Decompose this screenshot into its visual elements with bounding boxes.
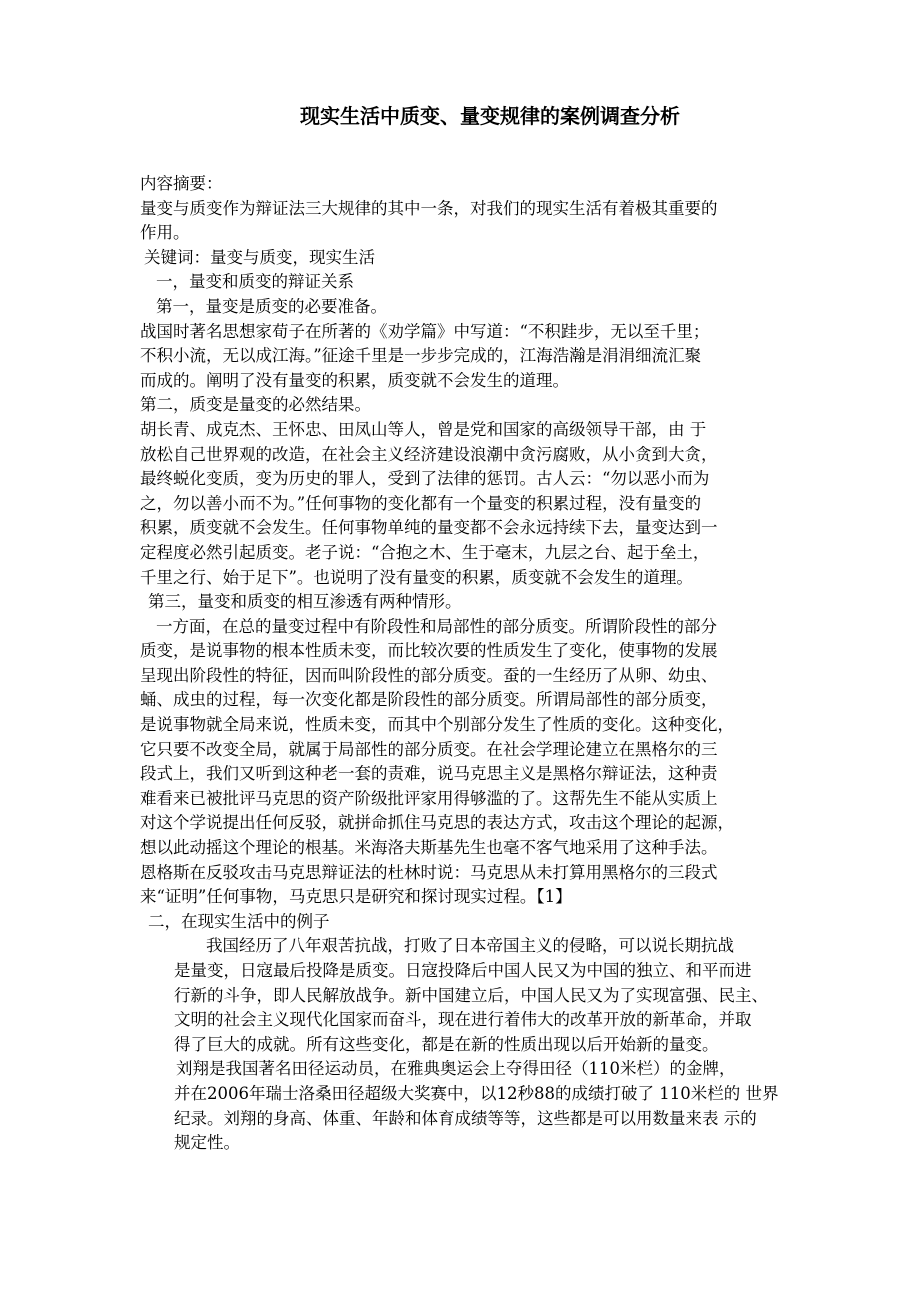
paragraph-line: 是量变，日寇最后投降是质变。日寇投降后中国人民又为中国的独立、和平而进	[174, 961, 752, 980]
paragraph-line: 放松自己世界观的改造，在社会主义经济建设浪潮中贪污腐败，从小贪到大贪，	[140, 444, 718, 464]
subheading-second: 第二，质变是量变的必然结果。	[140, 395, 371, 415]
paragraph-line: 最终蜕化变质，变为历史的罪人，受到了法律的惩罚。古人云：“勿以恶小而为	[140, 469, 710, 489]
paragraph-line: 恩格斯在反驳攻击马克思辩证法的杜林时说：马克思从未打算用黑格尔的三段式	[140, 862, 718, 882]
paragraph-line: 来“证明”任何事物，马克思只是研究和探讨现实过程。【1】	[140, 887, 572, 907]
subheading-first: 第一，量变是质变的必要准备。	[156, 296, 387, 316]
document-title: 现实生活中质变、量变规律的案例调查分析	[300, 104, 680, 128]
paragraph-line: 它只要不改变全局，就属于局部性的部分质变。在社会学理论建立在黑格尔的三	[140, 739, 718, 759]
paragraph-line: 质变，是说事物的根本性质未变，而比较次要的性质发生了变化，使事物的发展	[140, 641, 718, 661]
paragraph-line: 一方面，在总的量变过程中有阶段性和局部性的部分质变。所谓阶段性的部分	[156, 616, 717, 636]
paragraph-line: 定程度必然引起质变。老子说：“合抱之木、生于毫末，九层之台、起于垒土，	[140, 542, 710, 562]
paragraph-line: 对这个学说提出任何反驳，就拼命抓住马克思的表达方式，攻击这个理论的起源，	[140, 813, 734, 833]
paragraph-line: 难看来已被批评马克思的资产阶级批评家用得够滥的了。这帮先生不能从实质上	[140, 788, 718, 808]
paragraph-line: 不积小流，无以成江海。”征途千里是一步步完成的，江海浩瀚是涓涓细流汇聚	[140, 346, 702, 366]
paragraph-line: 并在2006年瑞士洛桑田径超级大奖赛中，以12秒88的成绩打破了 110米栏的 世界	[174, 1083, 779, 1103]
paragraph-line: 行新的斗争，即人民解放战争。新中国建立后，中国人民又为了实现富强、民主、	[174, 985, 768, 1005]
paragraph-line: 积累，质变就不会发生。任何事物单纯的量变都不会永远持续下去，量变达到一	[140, 518, 718, 538]
paragraph-line: 纪录。刘翔的身高、体重、年龄和体育成绩等等，这些都是可以用数量来表 示的	[174, 1108, 757, 1128]
paragraph-line: 蛹、成虫的过程，每一次变化都是阶段性的部分质变。所谓局部性的部分质变，	[140, 690, 718, 710]
paragraph-line: 而成的。阐明了没有量变的积累，质变就不会发生的道理。	[140, 370, 569, 390]
paragraph-line: 是说事物就全局来说，性质未变，而其中个别部分发生了性质的变化。这种变化，	[140, 715, 734, 735]
paragraph-line: 千里之行、始于足下”。也说明了没有量变的积累，质变就不会发生的道理。	[140, 567, 693, 587]
section-heading-1: 一，量变和质变的辩证关系	[156, 272, 354, 292]
paragraph-line: 胡长青、成克杰、王怀忠、田凤山等人，曾是党和国家的高级领导干部，由 于	[140, 419, 707, 439]
paragraph-line: 段式上，我们又听到这种老一套的责难，说马克思主义是黑格尔辩证法，这种责	[140, 764, 718, 784]
paragraph-line: 得了巨大的成就。所有这些变化，都是在新的性质出现以后开始新的量变。	[174, 1034, 719, 1054]
paragraph-line: 呈现出阶段性的特征，因而叫阶段性的部分质变。蚕的一生经历了从卵、幼虫、	[140, 665, 718, 685]
paragraph-line: 我国经历了八年艰苦抗战，打败了日本帝国主义的侵略，可以说长期抗战	[206, 936, 734, 956]
paragraph-line: 刘翔是我国著名田径运动员，在雅典奥运会上夺得田径（110米栏）的金牌，	[176, 1059, 736, 1079]
keywords-line: 关键词：量变与质变，现实生活	[144, 247, 375, 267]
abstract-heading: 内容摘要：	[140, 174, 223, 193]
paragraph-line: 战国时著名思想家荀子在所著的《劝学篇》中写道：“不积跬步，无以至千里；	[140, 321, 710, 341]
subheading-third: 第三，量变和质变的相互渗透有两种情形。	[148, 592, 462, 612]
document-body	[140, 172, 790, 1156]
paragraph-line: 文明的社会主义现代化国家而奋斗，现在进行着伟大的改革开放的新革命，并取	[174, 1010, 752, 1030]
paragraph-line: 规定性。	[174, 1133, 240, 1153]
abstract-line: 作用。	[140, 223, 190, 243]
paragraph-line: 之，勿以善小而不为。”任何事物的变化都有一个量变的积累过程，没有量变的	[140, 493, 702, 513]
section-heading-2: 二，在现实生活中的例子	[148, 911, 330, 931]
abstract-line: 量变与质变作为辩证法三大规律的其中一条，对我们的现实生活有着极其重要的	[140, 198, 718, 218]
paragraph-line: 想以此动摇这个理论的根基。米海洛夫斯基先生也毫不客气地采用了这种手法。	[140, 838, 718, 858]
